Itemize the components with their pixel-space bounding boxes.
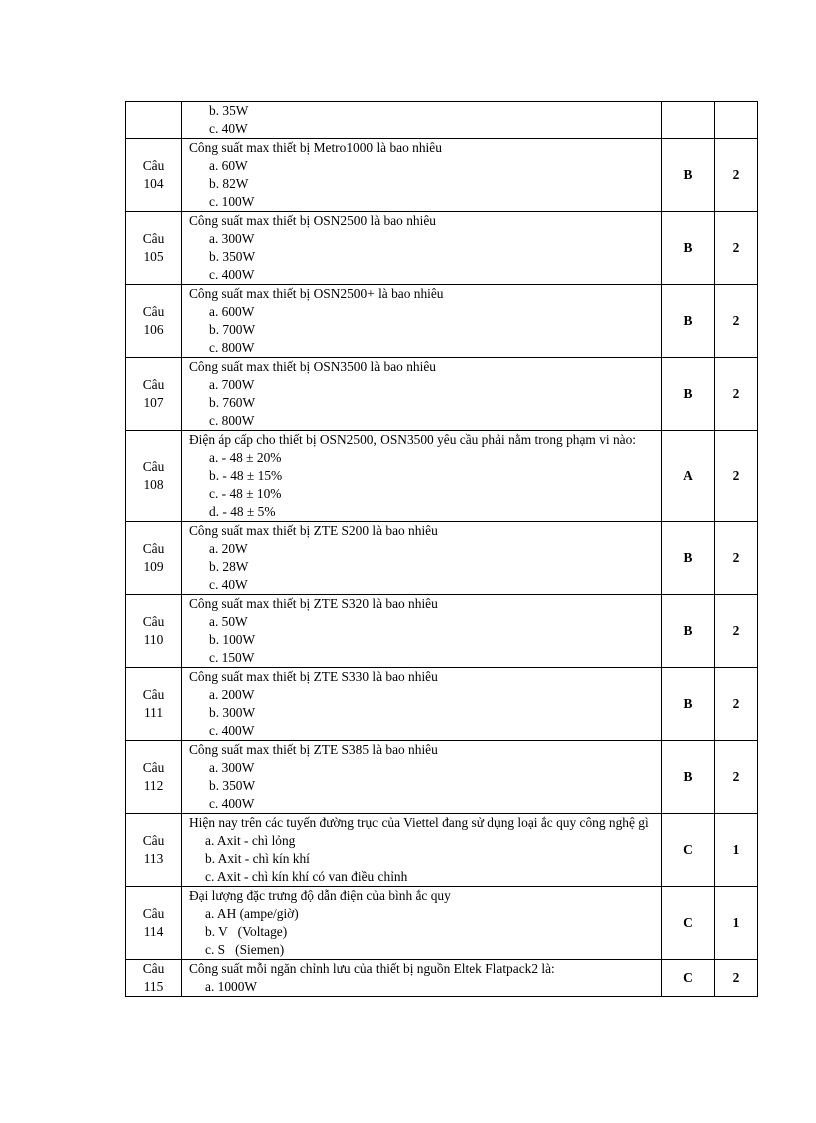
question-content-cell: [182, 358, 662, 431]
answer-option: a. 300W: [209, 231, 255, 246]
answer-option: a. 60W: [209, 158, 248, 173]
question-content-cell: [182, 212, 662, 285]
question-number-line: 114: [143, 924, 164, 939]
question-text: Công suất max thiết bị OSN2500+ là bao nhiêu: [189, 286, 444, 301]
question-number-line: Câu: [142, 687, 165, 702]
question-number-cell: [126, 212, 182, 285]
question-content-cell: [182, 285, 662, 358]
question-number-line: 110: [143, 632, 164, 647]
answer-option: b. 82W: [209, 176, 249, 191]
correct-answer-cell: B: [662, 358, 715, 431]
question-content-cell: [182, 668, 662, 741]
answer-option: c. 800W: [209, 340, 255, 355]
answer-option: a. 200W: [209, 687, 255, 702]
question-content-cell: [182, 431, 662, 522]
points-cell: 2: [715, 960, 758, 997]
question-number-cell: [126, 595, 182, 668]
question-row: [126, 595, 758, 668]
question-row: [126, 814, 758, 887]
answer-option: a. - 48 ± 20%: [209, 450, 282, 465]
answer-option: a. 1000W: [205, 979, 258, 994]
question-number-line: 108: [143, 477, 164, 492]
points-cell: 2: [715, 522, 758, 595]
question-number-line: Câu: [142, 541, 165, 556]
question-content-cell: [182, 887, 662, 960]
question-content-cell: [182, 102, 662, 139]
question-number-line: 112: [143, 778, 164, 793]
question-text: Công suất mỗi ngăn chỉnh lưu của thiết bị nguồn Eltek Flatpack2 là:: [189, 961, 555, 976]
points-cell: 2: [715, 741, 758, 814]
question-number-line: Câu: [142, 906, 165, 921]
answer-option: b. 350W: [209, 249, 256, 264]
answer-option: b. 700W: [209, 322, 256, 337]
question-number-line: Câu: [142, 614, 165, 629]
question-text: Công suất max thiết bị ZTE S330 là bao nhiêu: [189, 669, 438, 684]
question-text: Công suất max thiết bị ZTE S385 là bao nhiêu: [189, 742, 438, 757]
correct-answer-cell: B: [662, 212, 715, 285]
question-number-cell: [126, 285, 182, 358]
answer-option: a. 300W: [209, 760, 255, 775]
question-number-line: 106: [143, 322, 164, 337]
question-number-cell: [126, 522, 182, 595]
points-cell: 2: [715, 595, 758, 668]
answer-option: b. - 48 ± 15%: [209, 468, 283, 483]
answer-option: c. 150W: [209, 650, 255, 665]
question-text: Công suất max thiết bị ZTE S320 là bao nhiêu: [189, 596, 438, 611]
answer-option: c. - 48 ± 10%: [209, 486, 282, 501]
question-number-line: 105: [143, 249, 164, 264]
answer-option: d. - 48 ± 5%: [209, 504, 276, 519]
answer-option: c. 100W: [209, 194, 255, 209]
correct-answer-cell: B: [662, 139, 715, 212]
points-cell: 1: [715, 814, 758, 887]
question-number-cell: [126, 102, 182, 139]
points-cell: 2: [715, 212, 758, 285]
question-number-line: Câu: [142, 158, 165, 173]
answer-option: b. 760W: [209, 395, 256, 410]
question-content-cell: [182, 814, 662, 887]
question-row: [126, 431, 758, 522]
question-number-line: Câu: [142, 377, 165, 392]
answer-option: a. AH (ampe/giờ): [205, 906, 299, 921]
points-cell: 2: [715, 431, 758, 522]
answer-option: a. 700W: [209, 377, 255, 392]
question-text: Đại lượng đặc trưng độ dẫn điện của bình ắc quy: [189, 888, 451, 903]
question-number-cell: [126, 139, 182, 212]
answer-option: c. 400W: [209, 723, 255, 738]
question-number-line: Câu: [142, 459, 165, 474]
question-row: [126, 285, 758, 358]
correct-answer-cell: B: [662, 741, 715, 814]
question-number-cell: [126, 668, 182, 741]
points-cell: 1: [715, 887, 758, 960]
correct-answer-cell: [662, 102, 715, 139]
question-number-line: 115: [143, 979, 164, 994]
question-text: Công suất max thiết bị OSN2500 là bao nhiêu: [189, 213, 436, 228]
correct-answer-cell: B: [662, 595, 715, 668]
answer-option: c. 400W: [209, 796, 255, 811]
question-text: Công suất max thiết bị OSN3500 là bao nhiêu: [189, 359, 436, 374]
question-row: [126, 887, 758, 960]
question-text: Công suất max thiết bị ZTE S200 là bao nhiêu: [189, 523, 438, 538]
answer-option: b. 350W: [209, 778, 256, 793]
question-text: Công suất max thiết bị Metro1000 là bao nhiêu: [189, 140, 442, 155]
question-number-line: Câu: [142, 961, 165, 976]
question-table-body: [126, 102, 758, 997]
correct-answer-cell: A: [662, 431, 715, 522]
question-text: Điện áp cấp cho thiết bị OSN2500, OSN3500 yêu cầu phải nằm trong phạm vi nào:: [189, 432, 637, 447]
question-number-line: 107: [143, 395, 164, 410]
correct-answer-cell: C: [662, 887, 715, 960]
question-row: [126, 522, 758, 595]
answer-option: c. 400W: [209, 267, 255, 282]
points-cell: 2: [715, 139, 758, 212]
answer-option: c. 800W: [209, 413, 255, 428]
question-content-cell: [182, 522, 662, 595]
question-content-cell: [182, 960, 662, 997]
question-number-line: 109: [143, 559, 164, 574]
answer-option: b. Axit - chì kín khí: [205, 851, 310, 866]
question-number-line: Câu: [142, 304, 165, 319]
question-content-cell: [182, 139, 662, 212]
question-number-cell: [126, 887, 182, 960]
question-table: [125, 101, 758, 997]
correct-answer-cell: B: [662, 522, 715, 595]
points-cell: 2: [715, 358, 758, 431]
answer-option: b. 28W: [209, 559, 249, 574]
question-row: [126, 358, 758, 431]
correct-answer-cell: C: [662, 814, 715, 887]
answer-option: b. 35W: [209, 103, 249, 118]
question-number-line: 111: [143, 705, 164, 720]
correct-answer-cell: B: [662, 668, 715, 741]
question-number-cell: [126, 814, 182, 887]
question-number-cell: [126, 358, 182, 431]
question-number-line: 113: [143, 851, 164, 866]
points-cell: [715, 102, 758, 139]
question-row: [126, 960, 758, 997]
question-content-cell: [182, 741, 662, 814]
answer-option: b. V (Voltage): [205, 924, 288, 939]
points-cell: 2: [715, 285, 758, 358]
correct-answer-cell: B: [662, 285, 715, 358]
question-row: [126, 668, 758, 741]
question-content-cell: [182, 595, 662, 668]
answer-option: b. 100W: [209, 632, 256, 647]
answer-option: c. S (Siemen): [205, 942, 285, 957]
answer-option: a. Axit - chì lỏng: [205, 833, 296, 848]
answer-option: a. 50W: [209, 614, 248, 629]
question-number-cell: [126, 960, 182, 997]
question-row: [126, 102, 758, 139]
question-row: [126, 139, 758, 212]
answer-option: c. 40W: [209, 121, 248, 136]
question-number-cell: [126, 431, 182, 522]
question-number-cell: [126, 741, 182, 814]
question-row: [126, 212, 758, 285]
points-cell: 2: [715, 668, 758, 741]
question-number-line: Câu: [142, 760, 165, 775]
answer-option: c. 40W: [209, 577, 248, 592]
correct-answer-cell: C: [662, 960, 715, 997]
question-row: [126, 741, 758, 814]
question-number-line: Câu: [142, 231, 165, 246]
question-text: Hiện nay trên các tuyến đường trục của Viettel đang sử dụng loại ắc quy công nghệ gì: [189, 815, 649, 830]
answer-option: a. 600W: [209, 304, 255, 319]
answer-option: b. 300W: [209, 705, 256, 720]
answer-option: c. Axit - chì kín khí có van điều chỉnh: [205, 869, 408, 884]
question-number-line: 104: [143, 176, 164, 191]
answer-option: a. 20W: [209, 541, 248, 556]
question-number-line: Câu: [142, 833, 165, 848]
